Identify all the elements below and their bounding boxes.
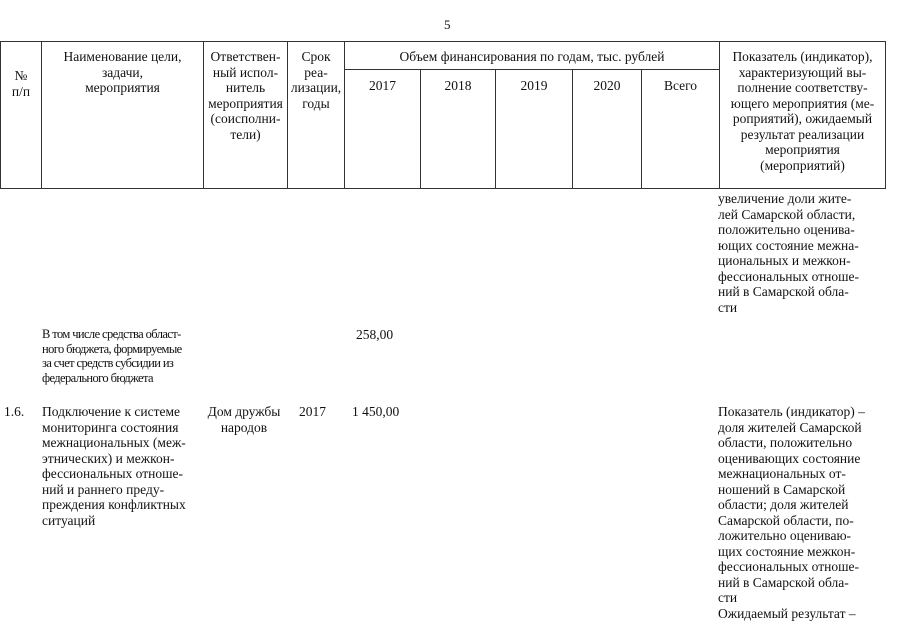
- continued-indicator-text: увеличение доли жите- лей Самарской области, положительно оценива- ющих состояние межна- циональных и межкон- фессиональных отноше- ний в Самарской обла- сти: [718, 191, 860, 315]
- header-responsible: Ответствен- ный испол- нитель мероприятия (соисполни- тели): [204, 42, 288, 189]
- row-1-6-name: Подключение к системе мониторинга состояния межнациональных (меж- этнических) и межкон- фессиональных отноше- ний и раннего преду- преждения конфликтных ситуаций: [42, 404, 186, 528]
- header-num: № п/п: [1, 42, 42, 189]
- header-year-2020: 2020: [573, 70, 642, 189]
- header-financing: Объем финансирования по годам, тыс. рублей: [345, 42, 720, 70]
- row-1-6-responsible: Дом дружбы народов: [207, 404, 281, 435]
- header-year-2018: 2018: [421, 70, 496, 189]
- header-indicator: Показатель (индикатор), характеризующий вы- полнение соответству- ющего мероприятия (ме- роприятий), ожидаемый результат реализации мероприятия (мероприятий): [720, 42, 886, 189]
- header-name: Наименование цели, задачи, мероприятия: [42, 42, 204, 189]
- subsidy-row-text: В том числе средства област- ного бюджета, формируемые за счет средств субсидии из федерального бюджета: [42, 327, 182, 385]
- row-1-6-indicator: Показатель (индикатор) – доля жителей Самарской области, положительно оценивающих состояние межнациональных от- ношений в Самарской области; доля жителей Самарской области, по- ложительно оцениваю- щих состояние межкон- фессиональных отноше- ний в Самарской обла- сти Ожидаемый результат –: [718, 404, 865, 621]
- header-year-2017: 2017: [345, 70, 421, 189]
- row-1-6-term: 2017: [299, 404, 326, 419]
- row-1-6-number: 1.6.: [4, 404, 25, 419]
- header-term: Срок реа- лизации, годы: [288, 42, 345, 189]
- header-total: Всего: [642, 70, 720, 189]
- row-1-6-value-2017: 1 450,00: [352, 404, 400, 419]
- subsidy-row-value-2017: 258,00: [356, 327, 394, 342]
- header-year-2019: 2019: [496, 70, 573, 189]
- program-table-header: [0, 41, 886, 189]
- page-number: 5: [444, 17, 451, 32]
